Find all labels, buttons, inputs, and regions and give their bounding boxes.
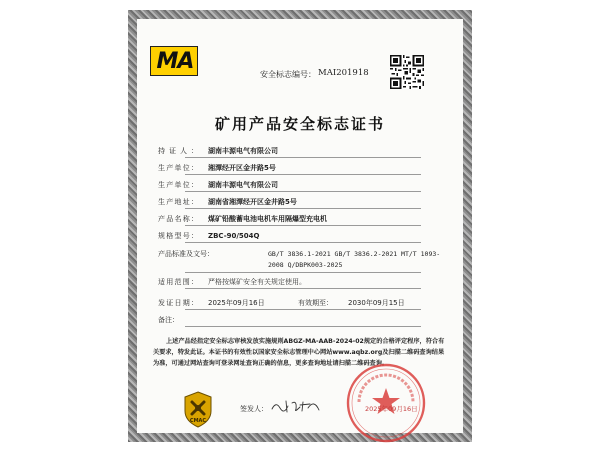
certificate-border (128, 10, 472, 442)
remarks-label: 备注： (158, 316, 179, 324)
signatory-label: 签发人： (240, 405, 268, 413)
issue-date: 2025年09月16日 (208, 299, 265, 307)
ma-logo (150, 46, 198, 76)
field-label: 持证人： (158, 147, 198, 155)
underline (185, 272, 421, 273)
field-label: 生产单位： (158, 164, 198, 172)
official-seal-stamp (345, 362, 427, 444)
standard-line-1: GB/T 3836.1-2021 GB/T 3836.2-2021 MT/T 1093- (268, 250, 441, 258)
field-label: 生产单位： (158, 181, 198, 189)
underline (185, 326, 421, 327)
serial-label: 安全标志编号： (260, 70, 316, 79)
field-value: 煤矿铅酸蓄电池电机车用隔爆型充电机 (208, 215, 327, 223)
underline (185, 191, 421, 192)
underline (185, 309, 421, 310)
ma-logo-text: MA (156, 49, 194, 74)
underline (185, 225, 421, 226)
field-value: ZBC-90/504Q (208, 232, 260, 240)
cmac-badge-icon (182, 391, 214, 431)
certificate-title: 矿用产品安全标志证书 (214, 115, 385, 133)
field-value: 湘潭经开区金井路5号 (208, 164, 276, 172)
underline (185, 242, 421, 243)
field-label: 适用范围： (158, 278, 198, 286)
seal-date: 2025年09月16日 (365, 405, 418, 413)
serial-number: MAI201918 (318, 68, 369, 78)
field-value: 湖南丰源电气有限公司 (208, 147, 278, 155)
field-label: 产品标准及文号： (158, 250, 214, 258)
expiry-date: 2030年09月15日 (348, 299, 405, 307)
certificate-statement: 上述产品经指定安全标志审核发放实施规则ABGZ-MA-AAB-2024-02规定的合格评定程序，符合有关要求，特发此证。本证书的有效性以国家安全标志管理中心网站www.aqbz.org及扫描二维码查询结果为准，可通过网站查询可登录网址查询正确的信息，更多查询地址请扫描二维码查询。 (153, 338, 445, 367)
field-label: 产品名称： (158, 215, 198, 223)
cmac-badge-label: CMAC (189, 418, 207, 424)
underline (185, 174, 421, 175)
field-label: 生产地址： (158, 198, 198, 206)
field-value: 湖南省湘潭经开区金井路5号 (208, 198, 297, 206)
issue-date-label: 发证日期： (158, 299, 198, 307)
field-label: 规格型号： (158, 232, 198, 240)
field-value: 严格按煤矿安全有关规定使用。 (208, 278, 306, 286)
standard-line-2: 2008 Q/DBPK003-2025 (268, 261, 343, 269)
underline (185, 208, 421, 209)
qr-code-icon (390, 55, 424, 89)
underline (185, 288, 421, 289)
expiry-date-label: 有效期至： (298, 299, 333, 307)
field-value: 湖南丰源电气有限公司 (208, 181, 278, 189)
handwritten-signature (270, 397, 322, 415)
underline (185, 157, 421, 158)
certificate-paper (137, 19, 463, 433)
